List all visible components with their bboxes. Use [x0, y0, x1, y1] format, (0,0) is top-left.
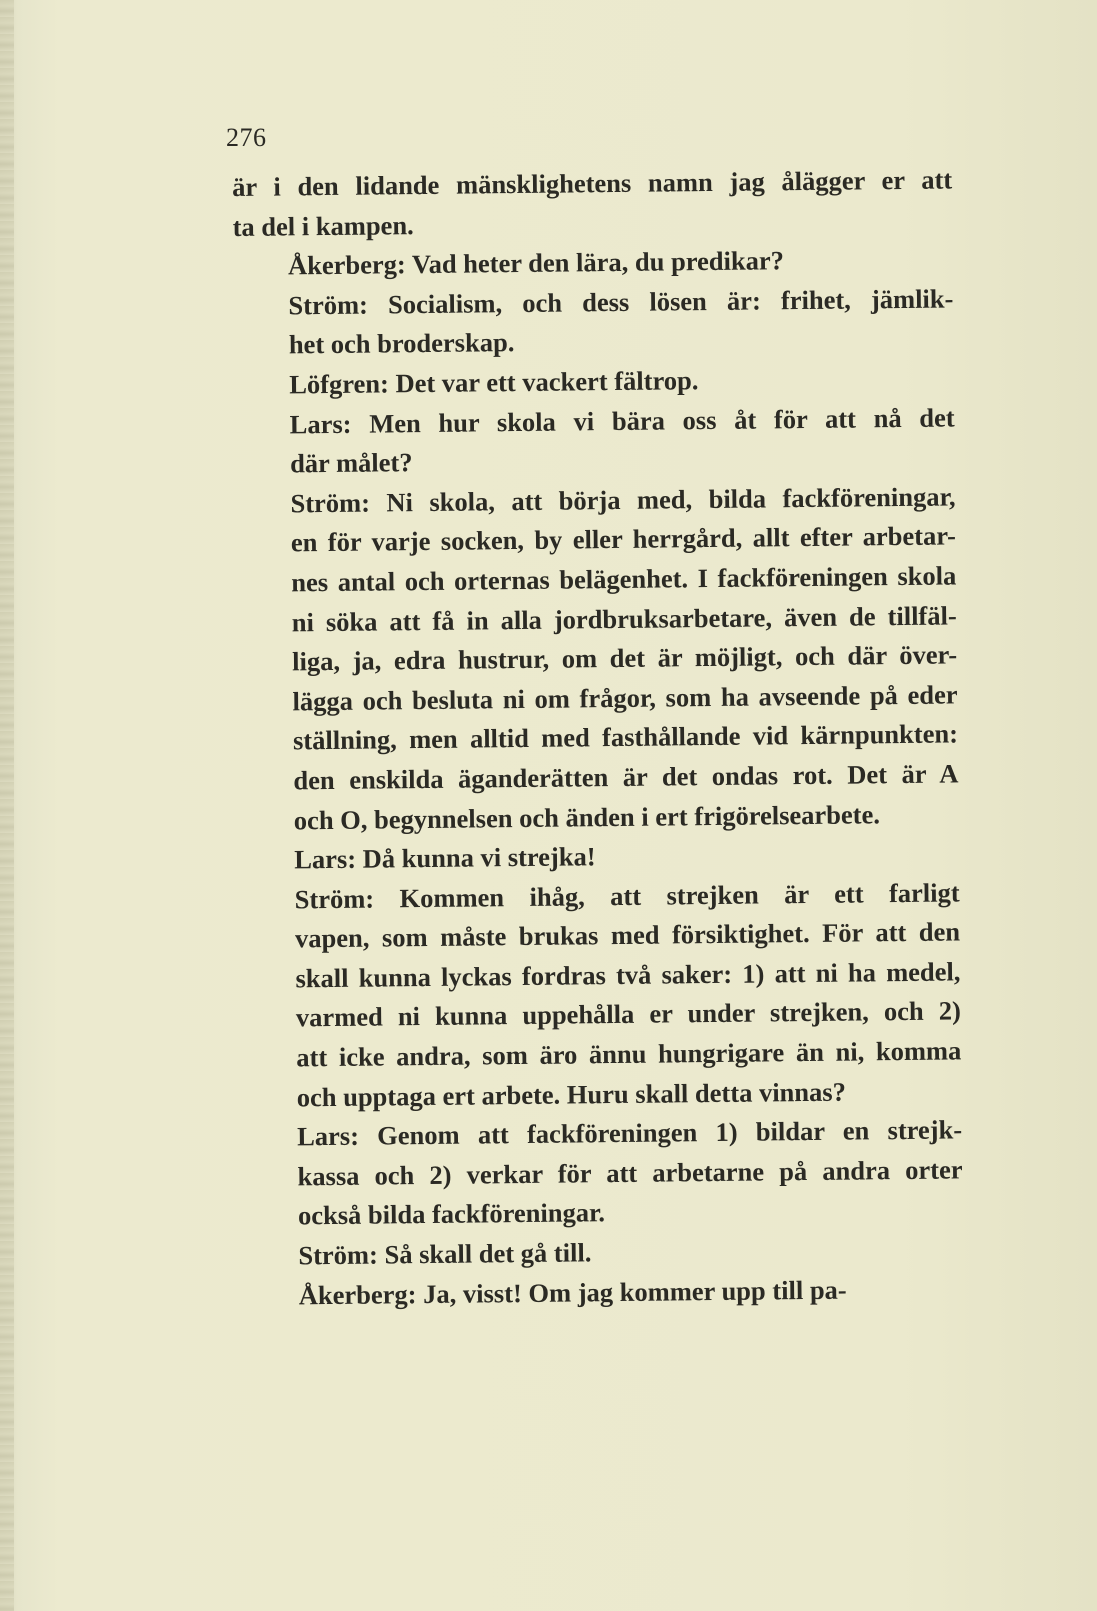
text-line: Löfgren: Det var ett vackert fältrop. — [289, 365, 699, 400]
text-line: Åkerberg: Ja, visst! Om jag kommer upp till pa- — [298, 1274, 847, 1310]
text-line: ställning, men alltid med fasthållande vid kärnpunkten: — [292, 718, 959, 756]
paragraph — [233, 279, 954, 366]
text-line: lägga och besluta ni om frågor, som ha avseende på eder — [292, 679, 958, 717]
text-line: där målet? — [289, 447, 413, 479]
text-line: Ström: Kommen ihåg, att strejken är ett farligt — [294, 877, 960, 915]
text-line: att icke andra, som äro ännu hungrigare än ni, komma — [296, 1035, 962, 1073]
paragraph — [239, 873, 961, 1118]
text-line: skall kunna lyckas fordras två saker: 1) att ni ha medel, — [295, 956, 961, 994]
text-line: ta del i kampen. — [232, 209, 414, 242]
text-line: nes antal och orternas belägenhet. I fackföreningen skola — [291, 560, 957, 598]
paragraph — [244, 1269, 964, 1316]
text-line: är i den lidande mänsklighetens namn jag ålägger er att — [232, 164, 953, 202]
text-line: Ström: Så skall det gå till. — [298, 1237, 592, 1271]
body-text — [232, 160, 964, 1316]
text-line: Lars: Då kunna vi strejka! — [294, 841, 596, 875]
paragraph — [235, 477, 959, 841]
text-line: liga, ja, edra hustrur, om det är möjligt, och där över- — [292, 639, 958, 677]
text-line: Ström: Socialism, och dess lösen är: frihet, jämlik- — [288, 283, 954, 321]
page-gutter-edge — [0, 0, 14, 1611]
paragraph — [242, 1111, 963, 1237]
text-line: och upptaga ert arbete. Huru skall detta vinnas? — [296, 1076, 847, 1113]
text-line: het och broderskap. — [288, 327, 515, 360]
text-line: vapen, som måste brukas med försiktighet. För att den — [294, 916, 961, 954]
text-line: också bilda fackföreningar. — [297, 1197, 606, 1231]
page-number: 276 — [226, 123, 267, 152]
text-line: Åkerberg: Vad heter den lära, du predikar? — [287, 245, 785, 281]
text-line: Lars: Genom att fackföreningen 1) bildar en strejk- — [296, 1114, 963, 1152]
text-line: kassa och 2) verkar för att arbetarne på andra orter — [297, 1154, 963, 1192]
paragraph — [232, 160, 953, 247]
text-line: en för varje socken, by eller herrgård, allt efter arbetar- — [290, 520, 957, 558]
text-line: Lars: Men hur skola vi bära oss åt för att nå det — [289, 402, 955, 439]
text-line: och O, begynnelsen och änden i ert frigörelsearbete. — [293, 798, 881, 835]
text-line: den enskilda äganderätten är det ondas rot. Det är A — [293, 758, 959, 796]
paragraph — [234, 398, 955, 485]
text-line: Ström: Ni skola, att börja med, bilda fackföreningar, — [290, 481, 956, 519]
text-line: varmed ni kunna uppehålla er under strejken, och 2) — [295, 995, 962, 1033]
text-line: ni söka att få in alla jordbruksarbetare, även de tillfäl- — [291, 599, 957, 637]
